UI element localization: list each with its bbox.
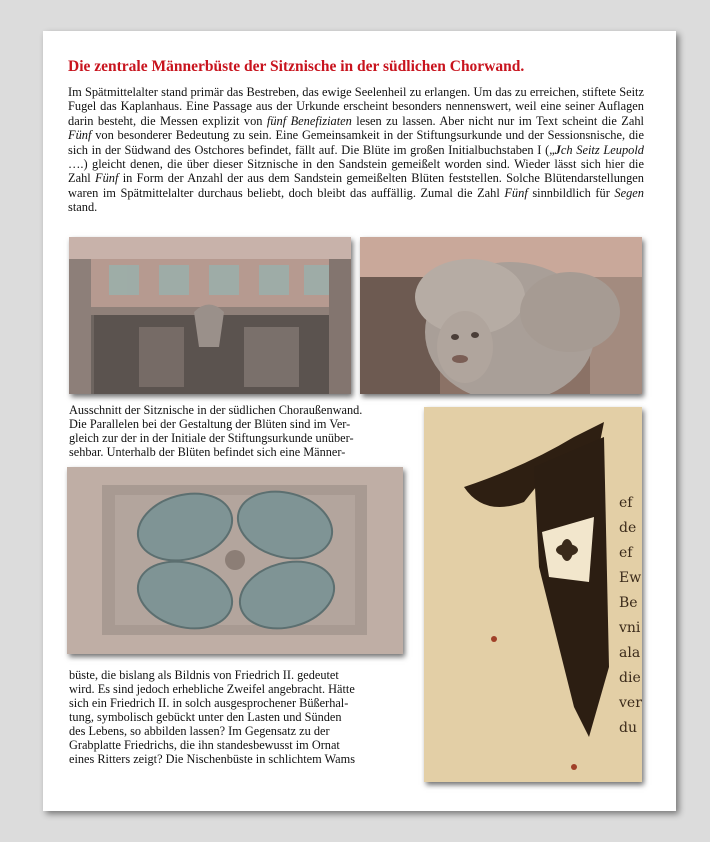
svg-text:du: du [619, 720, 637, 736]
caption-line: tung, symbolisch gebückt unter den Lasten und Sünden [69, 710, 342, 724]
svg-text:ef: ef [619, 545, 633, 561]
caption-line: Ausschnitt der Sitznische in der südlichen Choraußenwand. [69, 403, 363, 417]
svg-text:ala: ala [619, 645, 641, 661]
caption-line: des Lebens, so abbilden lassen? Im Gegensatz zu der [69, 724, 330, 738]
initial-letter: J [554, 142, 561, 157]
svg-text:Be: Be [619, 595, 638, 611]
paragraph-italic: Segen [614, 185, 644, 200]
quote-mark: „ [549, 142, 555, 157]
caption-line: Die Parallelen bei der Gestaltung der Blüten sind im Ver- [69, 417, 351, 431]
paragraph-italic: Fünf [95, 171, 119, 186]
paragraph-text: Im Spätmittelalter stand primär das Bestreben, das ewige Seelenheil zu erlangen. Um das zu erreichen, stiftete Seitz Fugel das Kaplanhaus. Eine Passage aus der Urkunde erscheint besonders nennenswert, weil eine seiner Auflagen darin besteht, die Messen explizit von [68, 85, 644, 128]
svg-text:ver: ver [619, 695, 642, 711]
svg-text:vni: vni [619, 620, 641, 636]
caption-line: wird. Es sind jedoch erhebliche Zweifel angebracht. Hätte [69, 682, 355, 696]
paragraph-text: sinnbildlich für [532, 185, 610, 200]
caption-line: Grabplatte Friedrichs, die ihn standesbewusst im Ornat [69, 738, 340, 752]
paragraph-italic: Fünf [504, 185, 528, 200]
bust-head-photo [360, 237, 642, 394]
caption-line: sehbar. Unterhalb der Blüten befindet sich eine Männer- [69, 445, 346, 459]
manuscript-initial-photo [424, 407, 642, 782]
svg-text:die: die [619, 670, 641, 686]
paragraph-text: stand. [68, 200, 98, 215]
caption-line: büste, die bislang als Bildnis von Friedrich II. gedeutet [69, 668, 339, 682]
caption-top [69, 403, 419, 459]
paragraph-text: in Form der Anzahl der aus dem Sandstein gemeißelten Blüten feststellen. Solche Blütendarstellungen waren im Spätmittelalter durchaus beliebt, doch bleibt das auffällig. Zumal die Zahl [68, 171, 644, 200]
paragraph-text: ….) gleicht denen, die über dieser Sitznische in den Sandstein gemeißelt worden sind. Wieder lässt sich hier die Zahl [68, 157, 644, 186]
paragraph-italic: Fünf [68, 128, 92, 143]
page-title: Die zentrale Männerbüste der Sitznische in der südlichen Chorwand. [68, 58, 525, 75]
paragraph-text: lesen zu lassen. Aber nicht nur im Text scheint die Zahl [356, 113, 644, 128]
sandstone-blossom-photo [67, 467, 403, 654]
paragraph-italic: fünf Benefiziaten [266, 113, 352, 128]
svg-text:Ew: Ew [619, 570, 642, 586]
svg-text:ef: ef [619, 495, 633, 511]
caption-line: gleich zur der in der Initiale der Stiftungsurkunde unüber- [69, 431, 354, 445]
paragraph-italic: ch Seitz Leupold [560, 142, 644, 157]
caption-line: eines Ritters zeigt? Die Nischenbüste in schlichtem Wams [69, 752, 355, 766]
caption-line: sich ein Friedrich II. in solch ausgesprochener Büßerhal- [69, 696, 349, 710]
caption-bottom [69, 668, 409, 766]
niche-overview-photo [69, 237, 351, 394]
paragraph-text: von besonderer Bedeutung zu sein. Eine Gemeinsamkeit in der Stiftungsurkunde und der Sessionsnische, die sich in der Südwand des Ostchores befindet, fällt auf. Die Blüte im großen Initialbuchstaben I ( [68, 128, 644, 157]
intro-paragraph [68, 85, 644, 215]
svg-text:de: de [619, 520, 637, 536]
